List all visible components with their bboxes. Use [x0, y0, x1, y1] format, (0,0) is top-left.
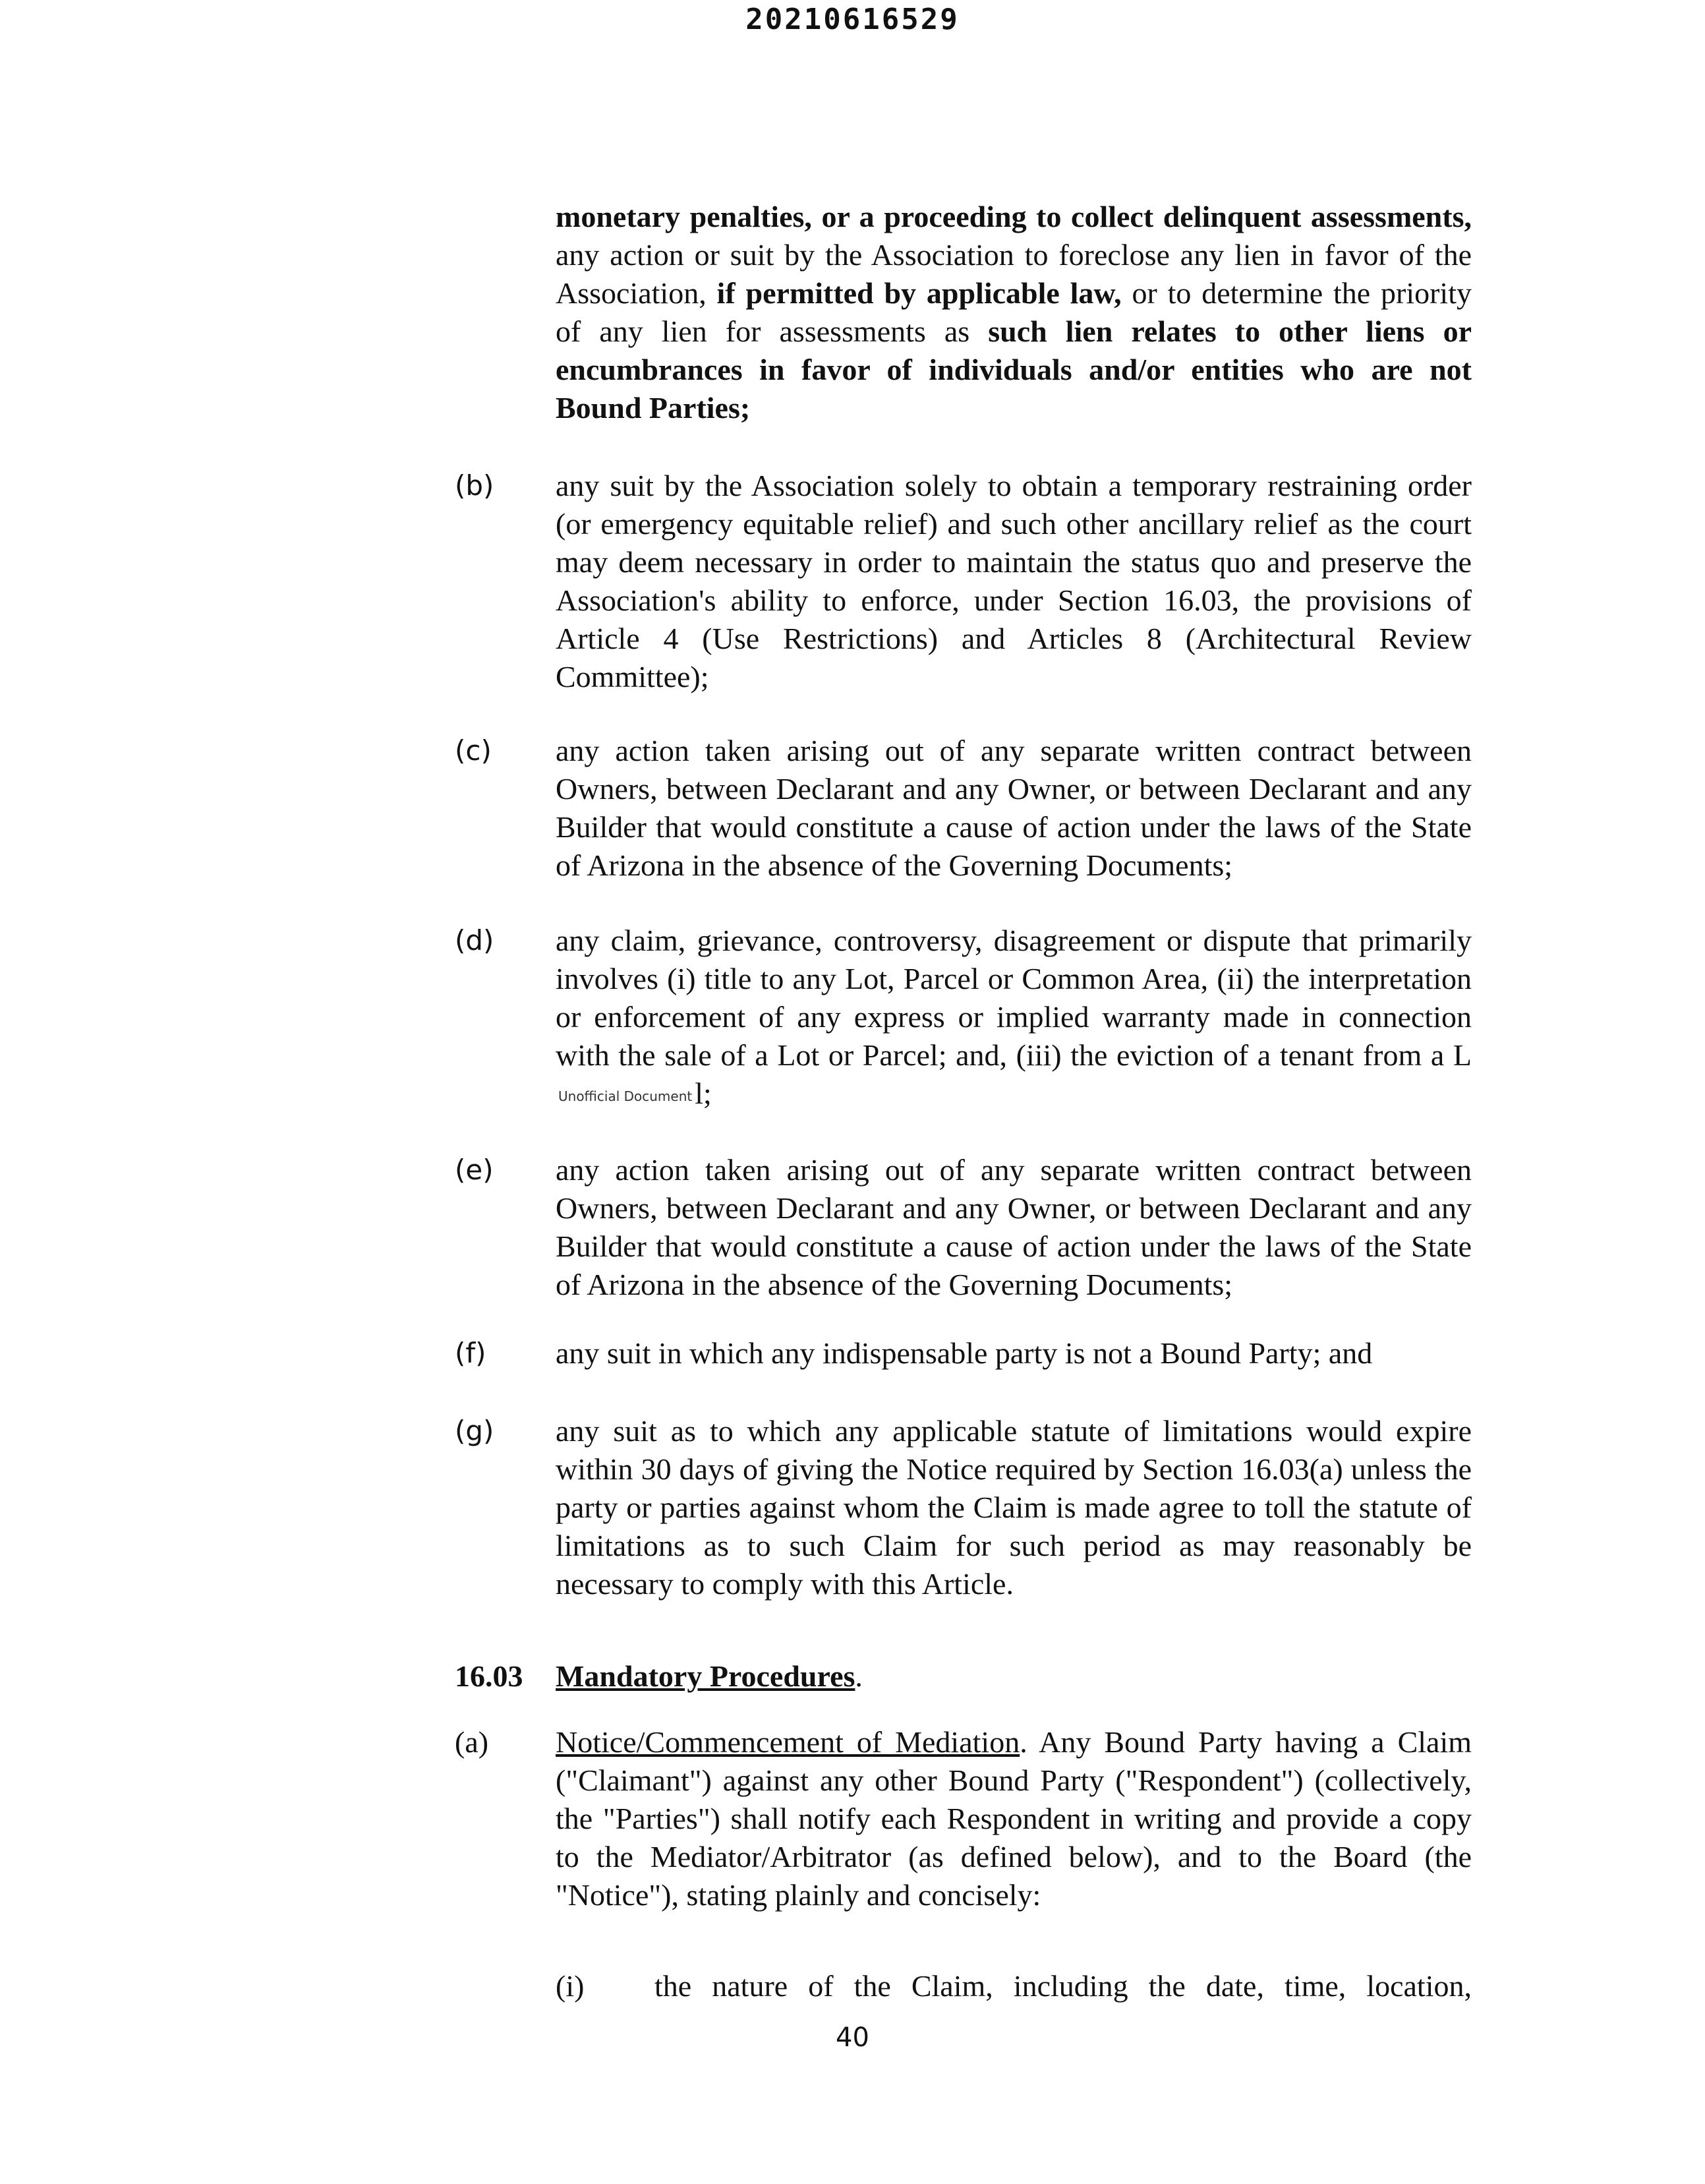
- page-number: 40: [836, 2022, 869, 2053]
- item-text-e: any action taken arising out of any separate written contract between Owners, between Declarant and any Owner, or between Declarant and any Builder that would constitute a cause of action under the laws of the State of Arizona in the absence of the Governing Documents;: [556, 1153, 1472, 1301]
- section-heading: [556, 1657, 863, 1696]
- item-marker-c: (c): [455, 734, 492, 767]
- subsection-heading: Notice/Commencement of Mediation: [556, 1725, 1020, 1759]
- subitem-text-i: the nature of the Claim, including the date, time, location,: [654, 1969, 1472, 2003]
- body-text: . Any Bound Party having a Claim ("Claimant") against any other Bound Party ("Respondent") (collectively, the "Parties") shall notify each Respondent in writing and provide a copy to the Mediator/Arbitrator (as defined below), and to the Board (the "Notice"), stating plainly and concisely:: [556, 1725, 1472, 1912]
- item-text-g: any suit as to which any applicable statute of limitations would expire within 30 days of giving the Notice required by Section 16.03(a) unless the party or parties against whom the Claim is made agree to toll the statute of limitations as to such Claim for such period as may reasonably be necessary to comply with this Article.: [556, 1414, 1472, 1601]
- bold-text: monetary penalties, or a proceeding to collect delinquent assessments,: [556, 200, 1472, 233]
- item-text-c: any action taken arising out of any separate written contract between Owners, between Declarant and any Owner, or between Declarant and any Builder that would constitute a cause of action under the laws of the State of Arizona in the absence of the Governing Documents;: [556, 734, 1472, 882]
- subsection-marker-a: (a): [455, 1725, 489, 1759]
- body-text: any claim, grievance, controversy, disagreement or dispute that primarily involves (i) title to any Lot, Parcel or Common Area, (ii) the interpretation or enforcement of any express or implied warranty made in connection with the sale of a Lot or Parcel; and, (iii) the eviction of a tenant from a L: [556, 924, 1472, 1072]
- item-marker-b: (b): [455, 469, 494, 502]
- subsection-text-a: [556, 1723, 1472, 1914]
- continuation-paragraph: [556, 198, 1472, 427]
- bold-text: if permitted by applicable law,: [716, 276, 1122, 310]
- item-marker-f: (f): [455, 1337, 486, 1369]
- body-text: l;: [695, 1077, 712, 1110]
- subitem-marker-i: (i): [556, 1969, 585, 2003]
- item-marker-d: (d): [455, 924, 494, 957]
- unofficial-document-watermark: Unofficial Document: [558, 1088, 693, 1105]
- item-text-b: any suit by the Association solely to obtain a temporary restraining order (or emergency equitable relief) and such other ancillary relief as the court may deem necessary in order to maintain the status quo and preserve the Association's ability to enforce, under Section 16.03, the provisions of Article 4 (Use Restrictions) and Articles 8 (Architectural Review Committee);: [556, 469, 1472, 694]
- bold-text: such lien relates to other liens or encumbrances in favor of individuals and/or entities who are not Bound Parties;: [556, 314, 1472, 425]
- body-text: or to determine the priority of any lien for assessments as: [556, 276, 1472, 348]
- item-marker-g: (g): [455, 1415, 494, 1447]
- item-text-d: [556, 922, 1472, 1113]
- section-title-suffix: .: [855, 1659, 863, 1693]
- section-title: Mandatory Procedures: [556, 1659, 855, 1693]
- document-number: 20210616529: [745, 3, 960, 36]
- item-marker-e: (e): [455, 1154, 494, 1186]
- body-text: any action or suit by the Association to foreclose any lien in favor of the Association,: [556, 238, 1472, 310]
- item-text-f: any suit in which any indispensable party is not a Bound Party; and: [556, 1336, 1373, 1370]
- section-number: 16.03: [455, 1659, 523, 1693]
